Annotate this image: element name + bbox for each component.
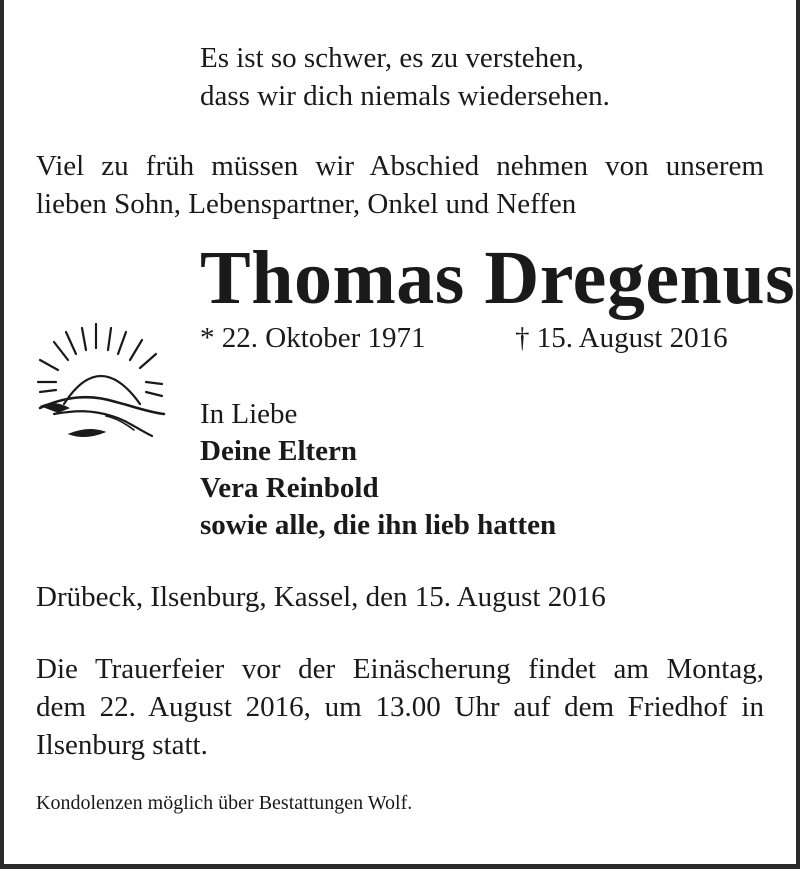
funeral-line-2: dem 22. August 2016, um 13.00 Uhr auf dem Friedhof in	[36, 691, 764, 723]
mourners-all: sowie alle, die ihn lieb hatten	[200, 509, 557, 541]
intro-line-2: lieben Sohn, Lebenspartner, Onkel und Neffen	[36, 188, 577, 220]
birth-date: * 22. Oktober 1971	[200, 322, 426, 354]
mourners-partner: Vera Reinbold	[200, 472, 379, 504]
intro-line-1: Viel zu früh müssen wir Abschied nehmen von unserem	[36, 150, 764, 182]
place-date: Drübeck, Ilsenburg, Kassel, den 15. August 2016	[36, 581, 606, 613]
poem-line-2: dass wir dich niemals wiedersehen.	[200, 80, 610, 112]
funeral-line-3: Ilsenburg statt.	[36, 729, 208, 761]
mourners-intro: In Liebe	[200, 398, 298, 430]
funeral-line-1: Die Trauerfeier vor der Einäscherung findet am Montag,	[36, 653, 764, 685]
death-date: † 15. August 2016	[515, 322, 728, 354]
poem-line-1: Es ist so schwer, es zu verstehen,	[200, 42, 584, 74]
mourners-parents: Deine Eltern	[200, 435, 358, 467]
deceased-name: Thomas Dregenus	[200, 236, 796, 320]
sunrise-over-hills-icon	[36, 312, 166, 447]
condolence-note: Kondolenzen möglich über Bestattungen Wolf.	[36, 792, 413, 814]
